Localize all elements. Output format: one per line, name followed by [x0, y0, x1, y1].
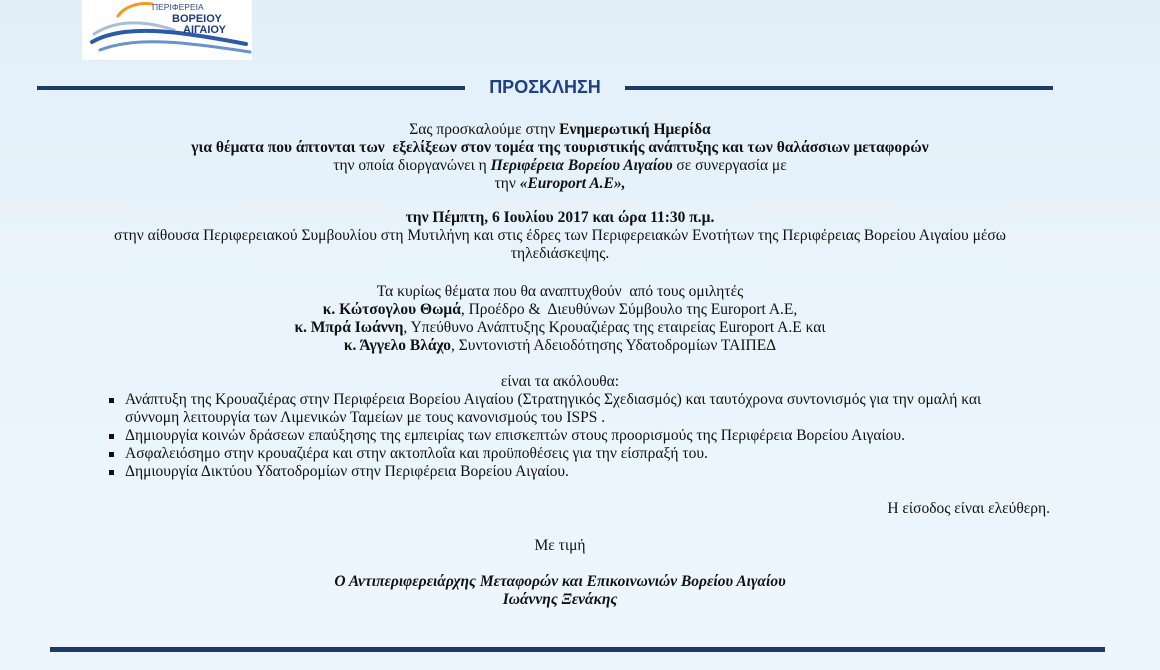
logo-text-line1: ΠΕΡΙΦΕΡΕΙΑ [152, 2, 204, 12]
list-item-text: σύννομη λειτουργία των Λιμενικών Ταμείων με τους κανονισμούς του ISPS . [125, 409, 606, 426]
event-when-where [60, 209, 1060, 263]
intro-line-1 [60, 121, 1060, 139]
free-entry-note: Η είσοδος είναι ελεύθερη. [887, 500, 1050, 517]
logo-text-line2: ΒΟΡΕΙΟΥ [172, 13, 222, 25]
logo-orange-swoosh [118, 4, 152, 16]
speaker-role: , Προέδρο & Διευθύνων Σύμβουλο της Europort A.E, [460, 301, 798, 318]
speaker-name: κ. Κώτσογλου Θωμά [322, 301, 461, 318]
list-item [105, 445, 1065, 463]
list-item-text: Ανάπτυξη της Κρουαζιέρας στην Περιφέρεια Βορείου Αιγαίου (Στρατηγικός Σχεδιασμός) και ταυτόχρονα συντονισμός για την ομαλή και [125, 391, 982, 408]
partner-name: «Europort A.E», [519, 175, 626, 192]
list-item [105, 463, 1065, 481]
event-date: την Πέμπτη, 6 Ιουλίου 2017 και ώρα 11:30 π.μ. [405, 209, 715, 226]
speaker-item [60, 337, 1060, 355]
list-item-text: Ασφαλειόσημο στην κρουαζιέρα και στην ακτοπλοΐα και προϋποθέσεις για την είσπραξή του. [125, 445, 708, 462]
title-rule-left [37, 86, 465, 90]
logo-light-blue-swoosh [100, 42, 250, 52]
logo-text-line3: ΑΙΓΑΙΟΥ [183, 24, 227, 36]
organizer-prefix: την οποία διοργανώνει η [333, 157, 491, 174]
event-name: Ενημερωτική Ημερίδα [559, 121, 711, 138]
topics-list [105, 391, 1065, 481]
bullet-icon [109, 452, 114, 457]
topics-intro-block [60, 373, 1060, 391]
page-title: ΠΡΟΣΚΛΗΣΗ [489, 77, 601, 97]
footer-rule [50, 647, 1105, 652]
topics-intro: είναι τα ακόλουθα: [500, 373, 620, 390]
speaker-role: , Υπεύθυνο Ανάπτυξης Κρουαζιέρας της εταιρείας Europort A.E και [403, 319, 826, 336]
organizer-suffix: σε συνεργασία με [672, 157, 787, 174]
event-subject: για θέματα που άπτονται των εξελίξεων στον τομέα της τουριστικής ανάπτυξης και των θαλάσσιων μεταφορών [191, 139, 929, 156]
speaker-item [60, 319, 1060, 337]
list-item [105, 391, 1065, 427]
list-item [105, 427, 1065, 445]
intro-text: Σας προσκαλούμε στην [409, 121, 560, 138]
region-logo-graphic [82, 0, 252, 60]
event-place-line-2: τηλεδιάσκεψης. [510, 245, 610, 262]
organizer-name: Περιφέρεια Βορείου Αιγαίου [490, 157, 673, 174]
signatory-name: Ιωάννης Ξενάκης [502, 591, 618, 608]
list-item-text: Δημιουργία Δικτύου Υδατοδρομίων στην Περιφέρεια Βορείου Αιγαίου. [125, 463, 569, 480]
list-item-text: Δημιουργία κοινών δράσεων επαύξησης της εμπειρίας των επισκεπτών στους προορισμούς της Περιφέρεια Βορείου Αιγαίου. [125, 427, 905, 444]
speaker-name: κ. Άγγελο Βλάχο [343, 337, 451, 354]
intro-line-3 [60, 157, 1060, 175]
invitation-intro [60, 121, 1060, 193]
closing-salutation: Με τιμή [534, 537, 586, 554]
speaker-item [60, 301, 1060, 319]
speaker-name: κ. Μπρά Ιωάννη [294, 319, 404, 336]
region-logo [82, 0, 252, 60]
bullet-icon [109, 470, 114, 475]
intro-line-4 [60, 175, 1060, 193]
closing-block [60, 537, 1060, 555]
signature [60, 573, 1060, 609]
bullet-icon [109, 434, 114, 439]
speakers [60, 283, 1060, 355]
bullet-icon [109, 398, 114, 403]
speakers-intro: Τα κυρίως θέματα που θα αναπτυχθούν από τους ομιλητές [376, 283, 744, 300]
signatory-title: Ο Αντιπεριφερειάρχης Μεταφορών και Επικοινωνιών Βορείου Αιγαίου [334, 573, 786, 590]
speaker-role: , Συντονιστή Αδειοδότησης Υδατοδρομίων ΤΑΙΠΕΔ [451, 337, 777, 354]
partner-prefix: την [494, 175, 520, 192]
title-rule-right [625, 86, 1053, 90]
event-place-line-1: στην αίθουσα Περιφερειακού Συμβουλίου στη Μυτιλήνη και στις έδρες των Περιφερειακών Ενοτήτων της Περιφέρειας Βορείου Αιγαίου μέσω [114, 227, 1006, 244]
